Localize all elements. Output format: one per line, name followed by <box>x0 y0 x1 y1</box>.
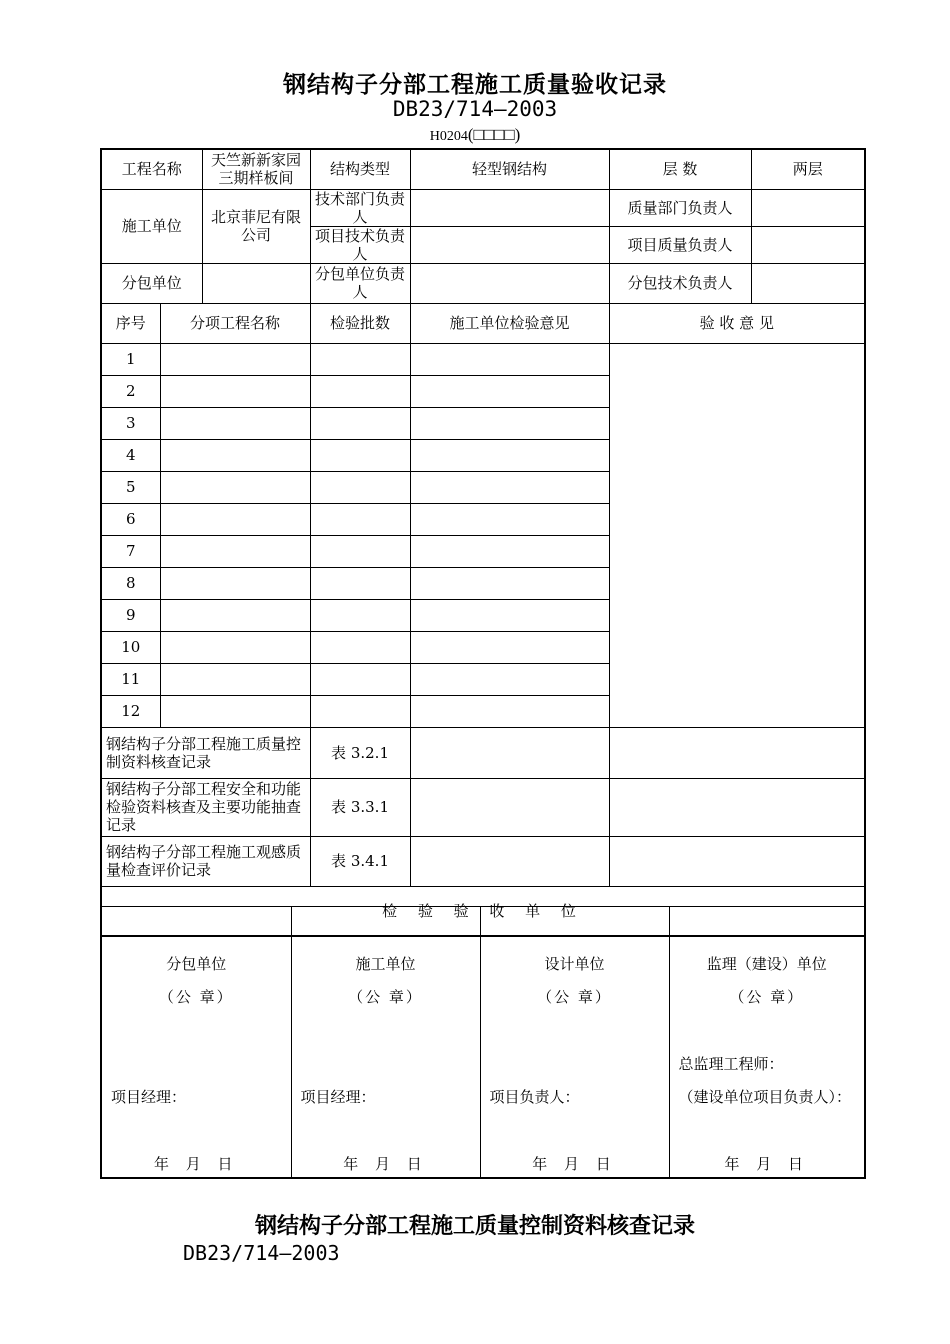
unit-seal: （公 章） <box>348 988 423 1006</box>
unit-name: 设计单位 <box>544 955 605 973</box>
signature-cell-designer[interactable] <box>480 907 669 1179</box>
batch-count-cell[interactable] <box>310 439 410 471</box>
row-number: 11 <box>101 663 160 695</box>
unit-signer-role-chief: 总监理工程师： <box>678 1055 784 1073</box>
unit-seal: （公 章） <box>729 988 805 1006</box>
row-number: 7 <box>101 535 160 567</box>
acceptance-opinion-cell[interactable] <box>609 343 865 727</box>
batch-count-cell[interactable] <box>310 407 410 439</box>
record-table-ref: 表 3.2.1 <box>310 727 410 778</box>
subcontract-head-label: 分包单位负责人 <box>310 263 410 303</box>
project-quality-head-value <box>751 226 865 263</box>
unit-date: 年 月 日 <box>343 1155 428 1173</box>
unit-signer-role: （建设单位项目负责人）： <box>678 1088 852 1106</box>
record-name: 钢结构子分部工程施工质量控制资料核查记录 <box>101 727 310 778</box>
next-section-title: 钢结构子分部工程施工质量控制资料核查记录 <box>254 1214 695 1239</box>
page-title: 钢结构子分部工程施工质量验收记录 <box>283 72 667 98</box>
item-name-cell[interactable] <box>160 503 310 535</box>
subcontract-unit-value <box>202 263 310 303</box>
item-name-cell[interactable] <box>160 439 310 471</box>
row-number: 5 <box>101 471 160 503</box>
record-name: 钢结构子分部工程施工观感质量检查评价记录 <box>101 836 310 886</box>
unit-date: 年 月 日 <box>153 1155 239 1173</box>
record-contractor-opinion-cell[interactable] <box>410 836 609 886</box>
batch-count-cell[interactable] <box>310 567 410 599</box>
row-number: 9 <box>101 599 160 631</box>
signature-cell-subcontractor[interactable] <box>101 907 291 1179</box>
record-acceptance-opinion-cell[interactable] <box>609 836 865 886</box>
record-acceptance-opinion-cell[interactable] <box>609 727 865 778</box>
contractor-opinion-cell[interactable] <box>410 343 609 375</box>
standard-code: DB23/714—2003 <box>392 97 558 121</box>
contractor-opinion-cell[interactable] <box>410 503 609 535</box>
row-number: 8 <box>101 567 160 599</box>
subcontract-unit-label: 分包单位 <box>101 263 202 303</box>
contractor-opinion-cell[interactable] <box>410 663 609 695</box>
structure-type-label: 结构类型 <box>310 149 410 189</box>
form-code <box>0 125 950 145</box>
contractor-opinion-cell[interactable] <box>410 631 609 663</box>
unit-seal: （公 章） <box>537 988 612 1006</box>
row-number: 10 <box>101 631 160 663</box>
item-name-cell[interactable] <box>160 663 310 695</box>
project-name-label: 工程名称 <box>101 149 202 189</box>
row-number: 6 <box>101 503 160 535</box>
unit-name: 监理（建设）单位 <box>706 955 827 973</box>
form-code-number: H0204 <box>429 129 468 144</box>
quality-head-value <box>751 189 865 226</box>
item-name-cell[interactable] <box>160 535 310 567</box>
row-number: 3 <box>101 407 160 439</box>
row-number: 1 <box>101 343 160 375</box>
unit-signer-role: 项目负责人： <box>489 1088 580 1106</box>
item-name-cell[interactable] <box>160 471 310 503</box>
unit-seal: （公 章） <box>158 988 234 1006</box>
contractor-opinion-cell[interactable] <box>410 535 609 567</box>
signature-table <box>100 906 866 1179</box>
record-acceptance-opinion-cell[interactable] <box>609 778 865 836</box>
subcontract-head-value <box>410 263 609 303</box>
batch-count-cell[interactable] <box>310 599 410 631</box>
subcontract-tech-head-label: 分包技术负责人 <box>609 263 751 303</box>
record-contractor-opinion-cell[interactable] <box>410 727 609 778</box>
unit-signer-role: 项目经理： <box>111 1088 187 1106</box>
unit-name: 施工单位 <box>355 955 416 973</box>
floors-value: 两层 <box>751 149 865 189</box>
contractor-opinion-cell[interactable] <box>410 599 609 631</box>
col-header-item-name: 分项工程名称 <box>160 303 310 343</box>
batch-count-cell[interactable] <box>310 695 410 727</box>
quality-head-label: 质量部门负责人 <box>609 189 751 226</box>
contractor-opinion-cell[interactable] <box>410 695 609 727</box>
project-quality-head-label: 项目质量负责人 <box>609 226 751 263</box>
col-header-acceptance-opinion: 验 收 意 见 <box>609 303 865 343</box>
acceptance-units-heading: 检 验 验 收 单 位 <box>101 886 865 936</box>
form-code-boxes: (□□□□) <box>467 125 521 144</box>
record-contractor-opinion-cell[interactable] <box>410 778 609 836</box>
batch-count-cell[interactable] <box>310 375 410 407</box>
construction-unit-value: 北京菲尼有限公司 <box>202 189 310 263</box>
item-name-cell[interactable] <box>160 599 310 631</box>
item-name-cell[interactable] <box>160 631 310 663</box>
batch-count-cell[interactable] <box>310 535 410 567</box>
contractor-opinion-cell[interactable] <box>410 375 609 407</box>
record-name: 钢结构子分部工程安全和功能检验资料核查及主要功能抽查记录 <box>101 778 310 836</box>
contractor-opinion-cell[interactable] <box>410 471 609 503</box>
item-name-cell[interactable] <box>160 695 310 727</box>
unit-date: 年 月 日 <box>724 1155 810 1173</box>
signature-cell-contractor[interactable] <box>291 907 480 1179</box>
project-tech-head-value <box>410 226 609 263</box>
subcontract-tech-head-value <box>751 263 865 303</box>
tech-head-label: 技术部门负责人 <box>310 189 410 226</box>
col-header-seq: 序号 <box>101 303 160 343</box>
record-table-ref: 表 3.4.1 <box>310 836 410 886</box>
unit-signer-role: 项目经理： <box>300 1088 376 1106</box>
project-tech-head-label: 项目技术负责人 <box>310 226 410 263</box>
batch-count-cell[interactable] <box>310 631 410 663</box>
item-name-cell[interactable] <box>160 567 310 599</box>
batch-count-cell[interactable] <box>310 343 410 375</box>
record-table-ref: 表 3.3.1 <box>310 778 410 836</box>
col-header-contractor-opinion: 施工单位检验意见 <box>410 303 609 343</box>
contractor-opinion-cell[interactable] <box>410 439 609 471</box>
item-name-cell[interactable] <box>160 407 310 439</box>
acceptance-record-table <box>100 148 866 937</box>
batch-count-cell[interactable] <box>310 503 410 535</box>
item-name-cell[interactable] <box>160 343 310 375</box>
unit-date: 年 月 日 <box>532 1155 617 1173</box>
row-number: 4 <box>101 439 160 471</box>
col-header-batch-count: 检验批数 <box>310 303 410 343</box>
batch-count-cell[interactable] <box>310 471 410 503</box>
signature-cell-supervisor[interactable] <box>669 907 865 1179</box>
project-name-value: 天竺新新家园三期样板间 <box>202 149 310 189</box>
contractor-opinion-cell[interactable] <box>410 407 609 439</box>
floors-label: 层 数 <box>609 149 751 189</box>
structure-type-value: 轻型钢结构 <box>410 149 609 189</box>
contractor-opinion-cell[interactable] <box>410 567 609 599</box>
construction-unit-label: 施工单位 <box>101 189 202 263</box>
tech-head-value <box>410 189 609 226</box>
unit-name: 分包单位 <box>166 955 227 973</box>
row-number: 2 <box>101 375 160 407</box>
row-number: 12 <box>101 695 160 727</box>
next-section-standard: DB23/714—2003 <box>183 1241 340 1265</box>
item-name-cell[interactable] <box>160 375 310 407</box>
batch-count-cell[interactable] <box>310 663 410 695</box>
